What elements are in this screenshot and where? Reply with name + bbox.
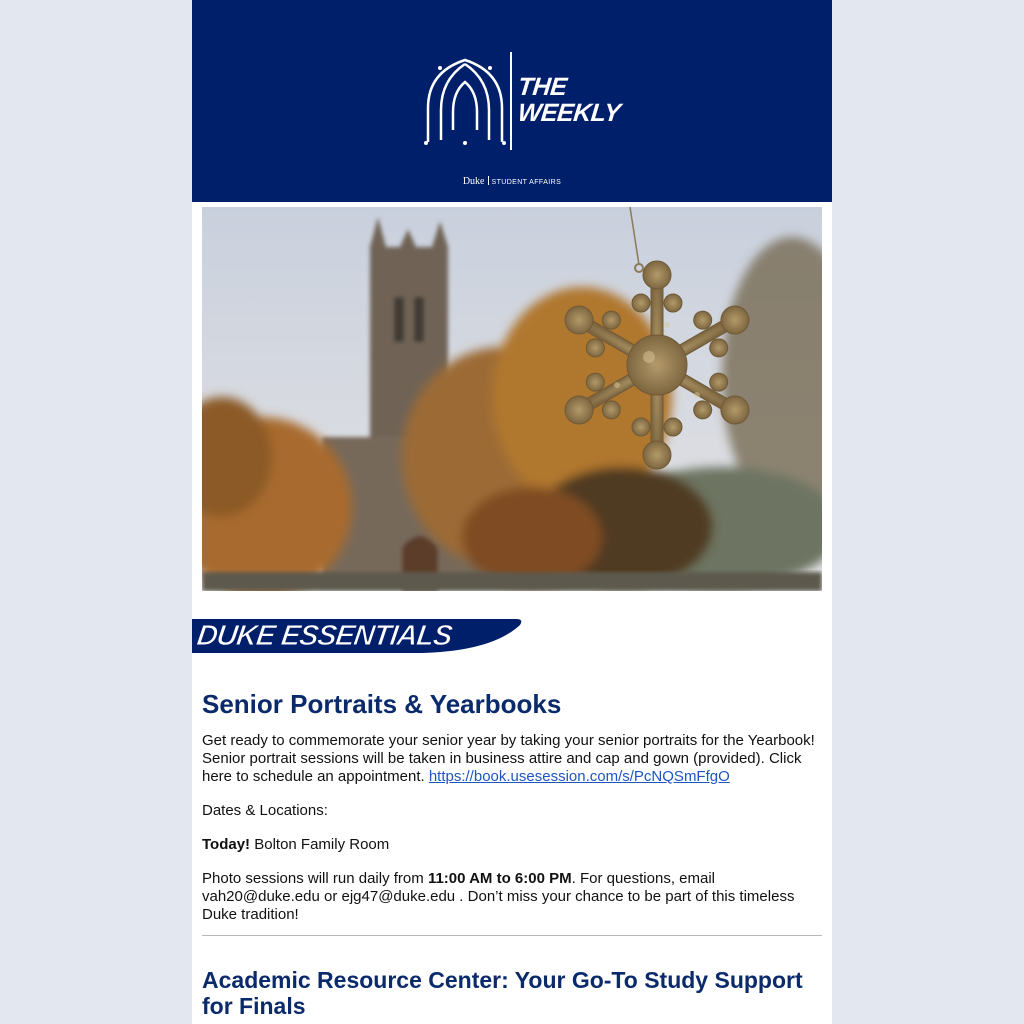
article-title-academic-resource-center: Academic Resource Center: Your Go-To Study Support for Finals bbox=[202, 967, 803, 1019]
schedule-appointment-link[interactable]: https://book.usesession.com/s/PcNQSmFfgO bbox=[428, 768, 730, 785]
wordmark-line-1: THE bbox=[516, 73, 568, 101]
session-hours: 11:00 AM to 6:00 PM bbox=[427, 870, 572, 887]
chapel-snowflake-photo bbox=[202, 207, 822, 591]
brand-unit: STUDENT AFFAIRS bbox=[491, 179, 562, 186]
article-intro: Get ready to commemorate your senior year by taking your senior portraits for the Yearbook! Senior portrait sessions will be taken in business attire and cap and gown (provided). Click here to schedule an appointment. https://book.usesession.com/s/PcNQSmFfgO bbox=[202, 732, 815, 785]
article-title: Senior Portraits & Yearbooks bbox=[202, 689, 562, 719]
session-details: Photo sessions will run daily from 11:00 AM to 6:00 PM. For questions, email vah20@duke.edu or ejg47@duke.edu . Don’t miss your chance to be part of this timeless Duke tradition! bbox=[202, 870, 795, 923]
newsletter-wordmark bbox=[518, 74, 620, 126]
newsletter-header bbox=[192, 0, 832, 202]
duke-student-affairs-brand bbox=[192, 176, 832, 187]
dates-label: Dates & Locations: bbox=[202, 802, 328, 819]
date-location bbox=[202, 836, 822, 854]
brand-duke: Duke bbox=[462, 176, 485, 187]
newsletter-content bbox=[202, 688, 822, 1019]
location-name: Bolton Family Room bbox=[250, 836, 390, 853]
newsletter-email bbox=[192, 0, 832, 1024]
wordmark-line-2: WEEKLY bbox=[516, 99, 622, 127]
section-banner-label: DUKE ESSENTIALS bbox=[194, 620, 454, 652]
hero-image bbox=[202, 207, 822, 591]
article-divider bbox=[202, 935, 822, 936]
chapel-arch-logo bbox=[424, 52, 514, 150]
date-today: Today! bbox=[202, 836, 251, 853]
